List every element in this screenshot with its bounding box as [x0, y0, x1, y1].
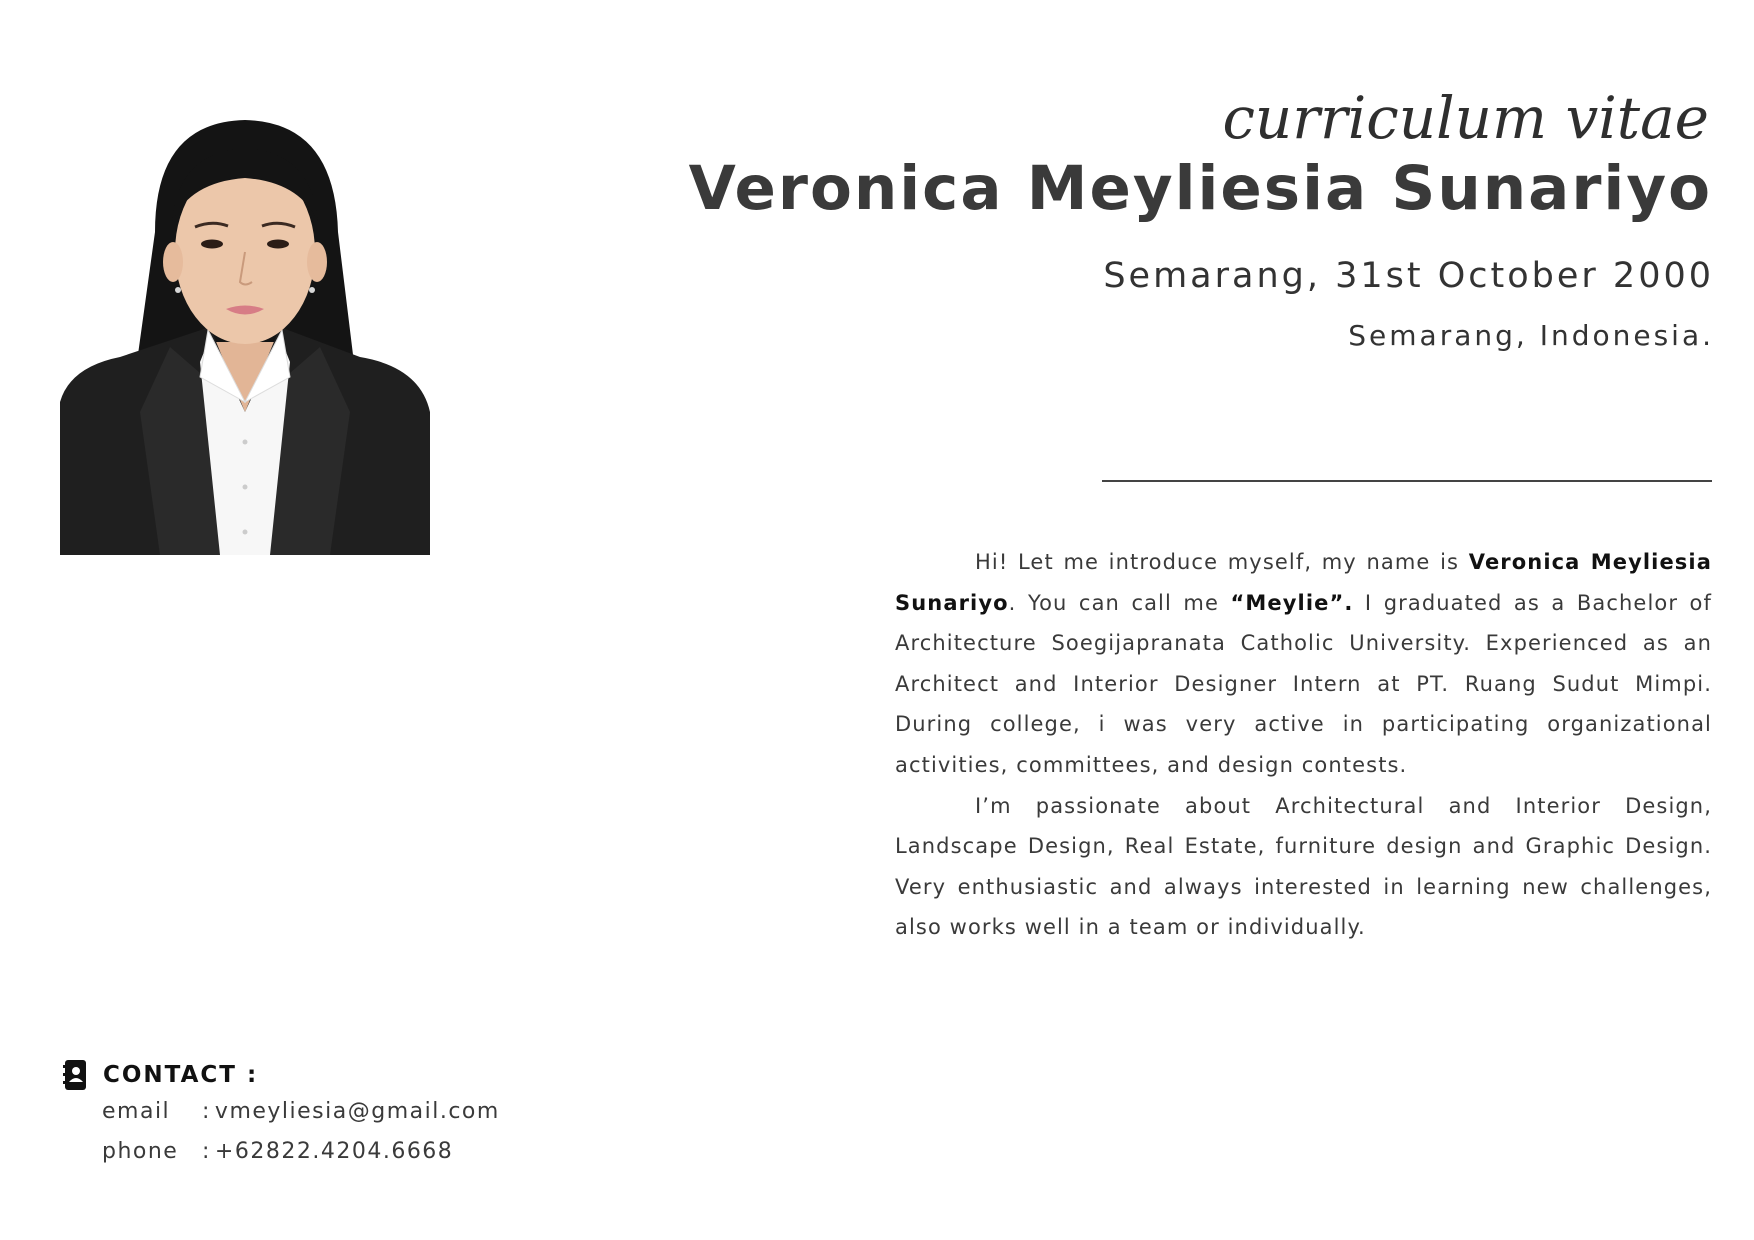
- separator: :: [202, 1099, 211, 1124]
- full-name: Veronica Meyliesia Sunariyo: [688, 153, 1712, 224]
- script-title-text: curriculum vitae: [1222, 84, 1709, 152]
- location: Semarang, Indonesia.: [1348, 319, 1714, 352]
- bio-text: . You can call me: [1008, 590, 1231, 615]
- bio-name-bold: Veronica Meyliesia Sunariyo: [895, 550, 1712, 615]
- contact-phone-row: [102, 1132, 663, 1172]
- phone-value[interactable]: +62822.4204.6668: [214, 1139, 454, 1164]
- bio-text: I graduated as a Bachelor of Architecture Soegijapranata Catholic University. Experienced as an Architect and Interior Designer Intern at PT. Ruang Sudut Mimpi. During college, i was very active in participating organizational activities, committees, and design contests.: [895, 590, 1712, 777]
- contact-header: [63, 1058, 663, 1092]
- bio-paragraph-1: [895, 542, 1712, 786]
- bio-nickname-bold: “Meylie”.: [1230, 590, 1354, 615]
- profile-photo: [60, 112, 430, 555]
- contact-email-row: [102, 1092, 663, 1132]
- bio-text: Hi! Let me introduce myself, my name is: [975, 550, 1469, 574]
- bio-paragraph-2: I’m passionate about Architectural and Interior Design, Landscape Design, Real Estate, furniture design and Graphic Design. Very enthusiastic and always interested in learning new challenges, also works well in a team or individually.: [895, 793, 1712, 940]
- bio-section: [895, 542, 1712, 948]
- divider-line: [1102, 480, 1712, 482]
- birth-place-date: Semarang, 31st October 2000: [1103, 256, 1714, 296]
- contact-book-icon: [63, 1059, 87, 1091]
- contact-section: [63, 1058, 663, 1172]
- email-label: email: [102, 1099, 171, 1124]
- separator: :: [202, 1139, 211, 1164]
- phone-label: phone: [102, 1139, 179, 1164]
- contact-title: CONTACT :: [103, 1062, 259, 1088]
- email-value[interactable]: vmeyliesia@gmail.com: [214, 1099, 500, 1124]
